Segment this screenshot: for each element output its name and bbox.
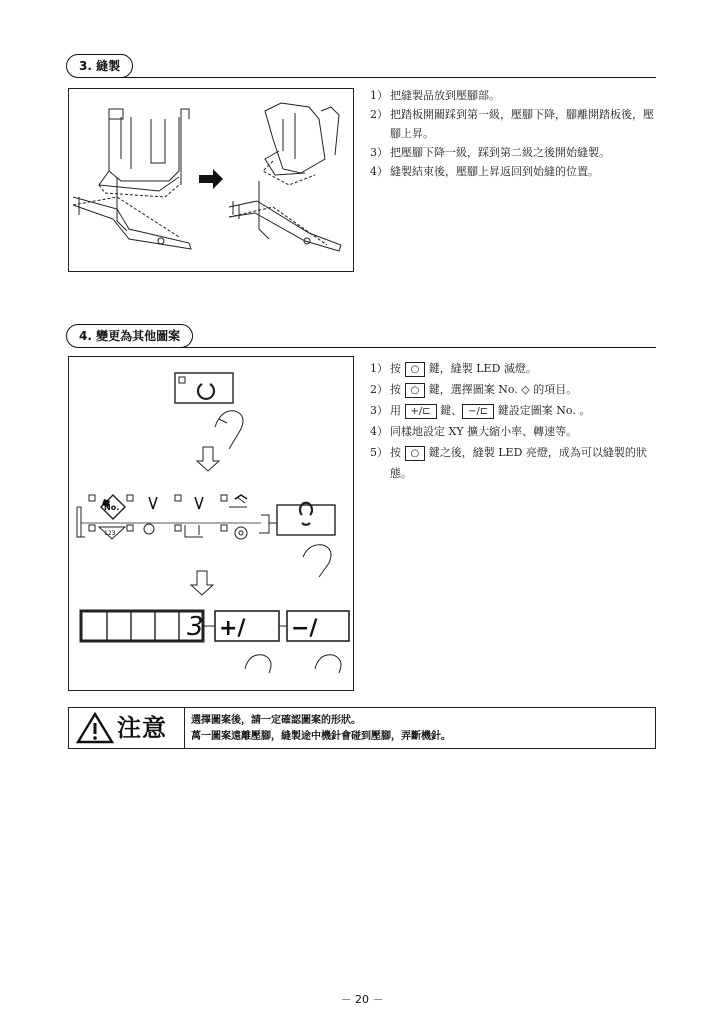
list-item: 2） 把踏板開關踩到第一級，壓腳下降，腳離開踏板後，壓腳上昇。 bbox=[370, 108, 654, 140]
section4-header bbox=[66, 324, 656, 350]
arrow-right-icon bbox=[199, 169, 223, 189]
section3-figure bbox=[68, 88, 354, 272]
sewing-pedal-illustration bbox=[69, 89, 353, 271]
plus-key-icon: +/⊏ bbox=[405, 404, 437, 419]
panel-procedure-illustration bbox=[69, 357, 353, 690]
section3-header bbox=[66, 54, 656, 80]
section3-title: 3. 縫製 bbox=[66, 54, 133, 78]
section4-steps bbox=[370, 358, 660, 484]
ready-key-icon: ○ bbox=[405, 446, 426, 461]
minus-key-icon: −/⊏ bbox=[462, 404, 494, 419]
num-label: 123 bbox=[104, 530, 116, 537]
caution-label bbox=[69, 708, 185, 748]
caution-text bbox=[191, 713, 451, 745]
select-key-icon: ○ bbox=[405, 383, 426, 398]
no-diamond-icon: ◇ bbox=[521, 383, 530, 396]
page-number: － 20 － bbox=[340, 993, 384, 1006]
list-item: 1） 把縫製品放到壓腳部。 bbox=[370, 89, 500, 102]
section4-figure bbox=[68, 356, 354, 691]
section3-steps bbox=[370, 86, 660, 181]
select-key bbox=[277, 505, 335, 535]
plus-key-label: +/ bbox=[219, 616, 246, 641]
no-label: No. bbox=[104, 503, 120, 512]
number-display bbox=[81, 611, 203, 641]
arrow-down-icon bbox=[197, 447, 219, 471]
ready-key-icon: ○ bbox=[405, 362, 426, 377]
list-item: 1） 按 ○ 鍵，縫製 LED 滅燈。 bbox=[370, 362, 537, 375]
list-item: 3） 把壓腳下降一級，踩到第二級之後開始縫製。 bbox=[370, 146, 610, 159]
section3-rule bbox=[106, 77, 656, 78]
list-item: 4） 同樣地設定 XY 擴大縮小率、轉速等。 bbox=[370, 425, 578, 438]
list-item: 2） 按 ○ 鍵，選擇圖案 No. ◇ 的項目。 bbox=[370, 383, 578, 396]
arrow-down-icon bbox=[191, 571, 213, 595]
display-value: 3 bbox=[187, 612, 204, 642]
caution-line: 萬一圖案遠離壓腳，縫製途中機針會碰到壓腳，弄斷機針。 bbox=[191, 731, 451, 742]
section4-rule bbox=[166, 347, 656, 348]
section4-title: 4. 變更為其他圖案 bbox=[66, 324, 193, 348]
caution-line: 選擇圖案後，請一定確認圖案的形狀。 bbox=[191, 715, 361, 726]
list-item: 3） 用 +/⊏ 鍵、 −/⊏ 鍵設定圖案 No. 。 bbox=[370, 404, 591, 417]
caution-box bbox=[68, 707, 656, 749]
caution-word: 注意 bbox=[117, 714, 167, 742]
list-item: 4） 縫製結束後，壓腳上昇返回到始縫的位置。 bbox=[370, 165, 599, 178]
minus-key-label: −/ bbox=[291, 616, 318, 641]
list-item: 5） 按 ○ 鍵之後，縫製 LED 亮燈，成為可以縫製的狀態。 bbox=[370, 446, 647, 480]
warning-triangle-icon bbox=[75, 711, 115, 745]
